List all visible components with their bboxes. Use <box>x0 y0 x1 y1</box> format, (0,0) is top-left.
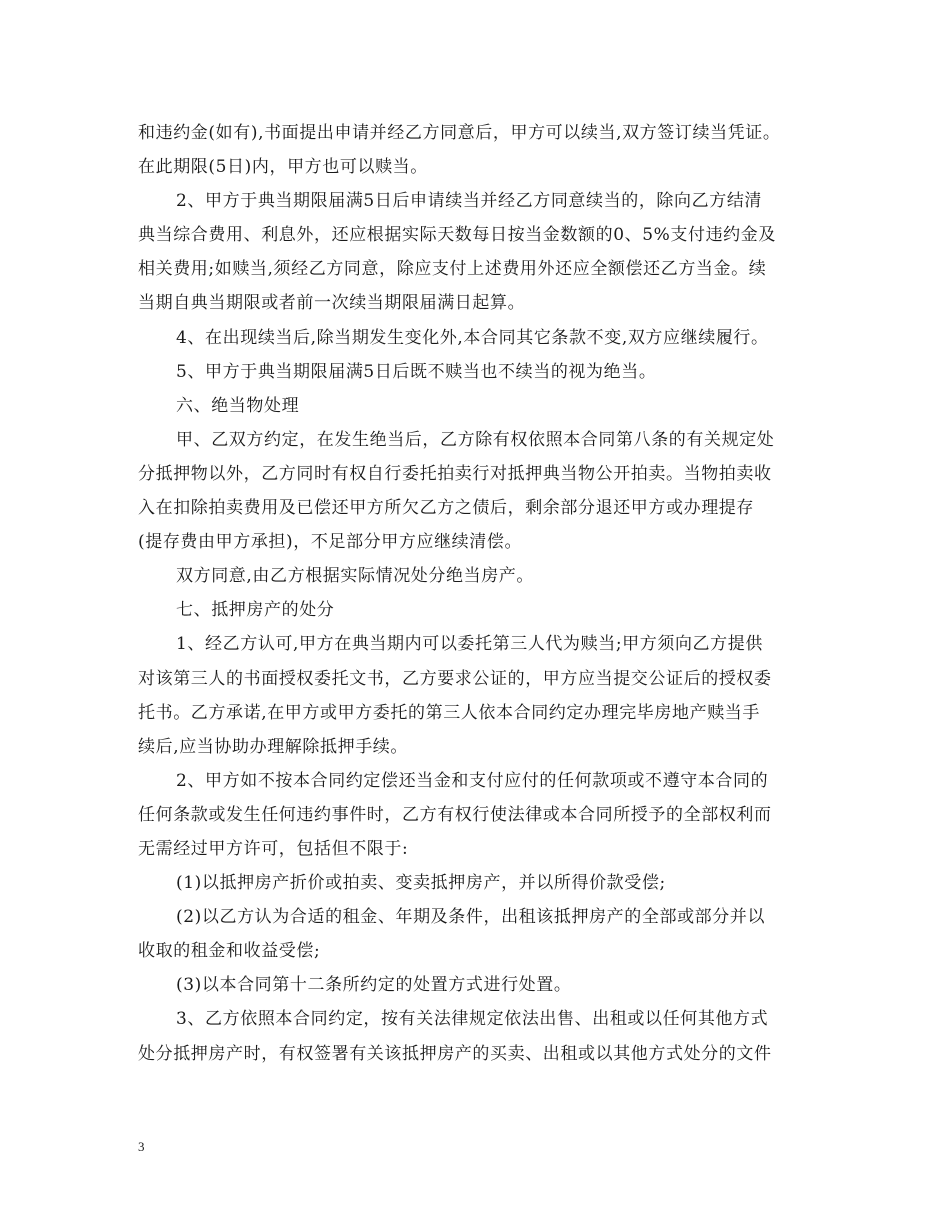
text-line: 对该第三人的书面授权委托文书，乙方要求公证的，甲方应当提交公证后的授权委 <box>138 668 772 689</box>
text-line: 5、甲方于典当期限届满5日后既不赎当也不续当的视为绝当。 <box>176 361 657 382</box>
text-line: 相关费用;如赎当,须经乙方同意，除应支付上述费用外还应全额偿还乙方当金。续 <box>138 259 767 280</box>
text-line: 七、抵押房产的处分 <box>176 600 335 621</box>
text-line: 六、绝当物处理 <box>176 395 300 416</box>
page-number: 3 <box>138 1139 145 1154</box>
text-line: (3)以本合同第十二条所约定的处置方式进行处置。 <box>176 975 572 996</box>
text-line: 甲、乙双方约定，在发生绝当后，乙方除有权依照本合同第八条的有关规定处 <box>176 429 775 450</box>
text-line: 4、在出现续当后,除当期发生变化外,本合同其它条款不变,双方应继续履行。 <box>176 327 769 348</box>
text-line: (提存费由甲方承担)，不足部分甲方应继续清偿。 <box>138 532 523 553</box>
text-line: 分抵押物以外，乙方同时有权自行委托拍卖行对抵押典当物公开拍卖。当物拍卖收 <box>138 463 772 484</box>
text-line: 入在扣除拍卖费用及已偿还甲方所欠乙方之债后，剩余部分退还甲方或办理提存 <box>138 498 754 519</box>
text-line: 处分抵押房产时，有权签署有关该抵押房产的买卖、出租或以其他方式处分的文件 <box>138 1043 772 1064</box>
text-line: 3、乙方依照本合同约定，按有关法律规定依法出售、出租或以任何其他方式 <box>176 1009 769 1030</box>
text-line: 托书。乙方承诺,在甲方或甲方委托的第三人依本合同约定办理完毕房地产赎当手 <box>138 702 761 723</box>
text-line: 2、甲方如不按本合同约定偿还当金和支付应付的任何款项或不遵守本合同的 <box>176 770 769 791</box>
text-line: (1)以抵押房产折价或拍卖、变卖抵押房产，并以所得价款受偿; <box>176 873 666 894</box>
text-line: 1、经乙方认可,甲方在典当期内可以委托第三人代为赎当;甲方须向乙方提供 <box>176 634 763 655</box>
document-body <box>138 116 818 1071</box>
text-line: 当期自典当期限或者前一次续当期限届满日起算。 <box>138 293 526 314</box>
text-line: 无需经过甲方许可，包括但不限于: <box>138 838 409 859</box>
text-line: 2、甲方于典当期限届满5日后申请续当并经乙方同意续当的，除向乙方结清 <box>176 191 763 212</box>
text-line: 双方同意,由乙方根据实际情况处分绝当房产。 <box>176 566 535 587</box>
text-line: 和违约金(如有),书面提出申请并经乙方同意后，甲方可以续当,双方签订续当凭证。 <box>138 123 781 143</box>
text-line: 在此期限(5日)内，甲方也可以赎当。 <box>138 157 428 178</box>
text-line: 典当综合费用、利息外，还应根据实际天数每日按当金数额的0、5%支付违约金及 <box>138 225 776 246</box>
text-line: 收取的租金和收益受偿; <box>138 941 321 962</box>
text-line: 任何条款或发生任何违约事件时，乙方有权行使法律或本合同所授予的全部权利而 <box>138 804 772 825</box>
text-line: (2)以乙方认为合适的租金、年期及条件，出租该抵押房产的全部或部分并以 <box>176 907 766 928</box>
text-line: 续后,应当协助办理解除抵押手续。 <box>138 736 409 757</box>
